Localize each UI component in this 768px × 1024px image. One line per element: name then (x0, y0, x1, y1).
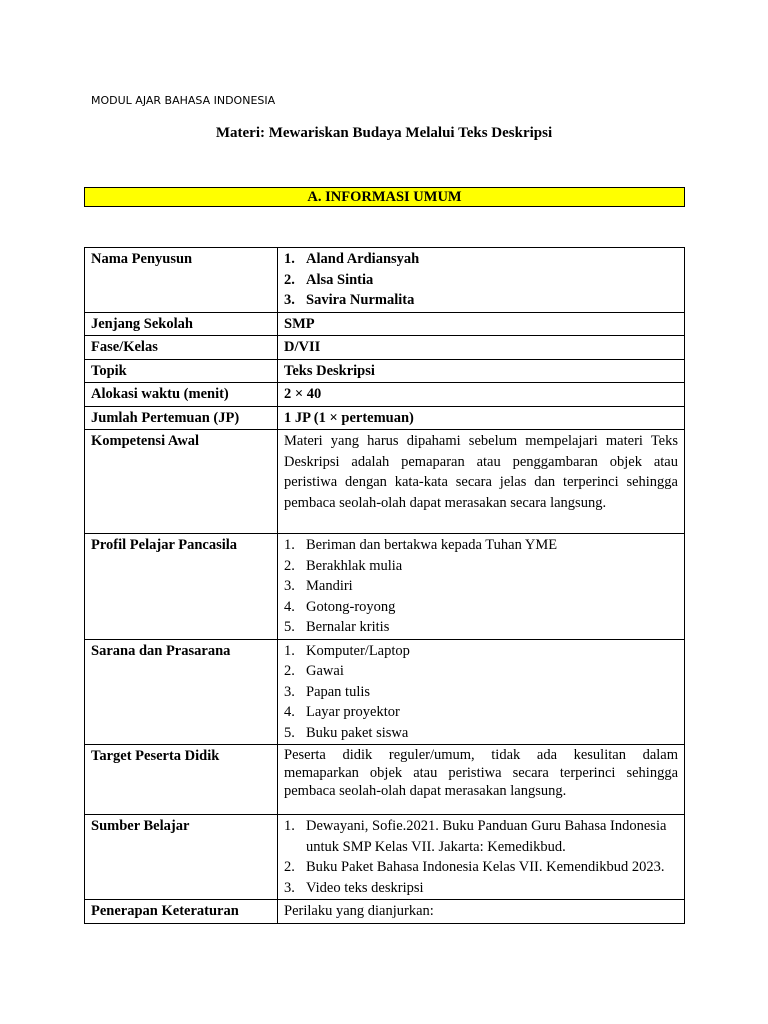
list-item: 2. Berakhlak mulia (284, 557, 403, 574)
source-list (284, 816, 678, 898)
row-label: Fase/Kelas (85, 336, 278, 360)
table-row (85, 336, 685, 360)
document-title: Materi: Mewariskan Budaya Melalui Teks Deskripsi (215, 125, 553, 141)
row-value: Teks Deskripsi (278, 359, 685, 383)
row-label: Alokasi waktu (menit) (85, 383, 278, 407)
row-value: D/VII (278, 336, 685, 360)
table-row (85, 639, 685, 745)
list-item: 1. Dewayani, Sofie.2021. Buku Panduan Guru Bahasa Indonesia untuk SMP Kelas VII. Jakarta: Kemedikbud. (284, 818, 667, 855)
list-item: 2. Buku Paket Bahasa Indonesia Kelas VII. Kemendikbud 2023. (284, 859, 665, 875)
table-row (85, 815, 685, 900)
list-item: 2. Alsa Sintia (284, 271, 374, 288)
row-value (278, 534, 685, 640)
table-row (85, 430, 685, 534)
row-value (278, 815, 685, 900)
row-label: Target Peserta Didik (85, 745, 278, 815)
info-table (84, 247, 685, 924)
list-item: 4. Layar proyektor (284, 704, 400, 720)
row-label: Sarana dan Prasarana (85, 639, 278, 745)
module-label: MODUL AJAR BAHASA INDONESIA (91, 94, 276, 107)
list-item: 3. Savira Nurmalita (284, 292, 415, 308)
row-label: Jenjang Sekolah (85, 312, 278, 336)
row-value (278, 639, 685, 745)
facility-list (284, 641, 678, 744)
row-label: Kompetensi Awal (85, 430, 278, 534)
row-value: Materi yang harus dipahami sebelum mempelajari materi Teks Deskripsi adalah pemaparan atau penggambaran objek atau peristiwa dengan kata-kata secara jelas dan terperinci sehingga pembaca seolah-olah dapat merasakan secara langsung. (278, 430, 685, 534)
section-heading: A. INFORMASI UMUM (84, 187, 685, 207)
row-value: SMP (278, 312, 685, 336)
list-item: 1. Aland Ardiansyah (284, 251, 420, 267)
row-value: 1 JP (1 × pertemuan) (278, 406, 685, 430)
list-item: 5. Bernalar kritis (284, 619, 390, 635)
list-item: 3. Papan tulis (284, 683, 371, 700)
row-label: Topik (85, 359, 278, 383)
row-value: 2 × 40 (278, 383, 685, 407)
list-item: 4. Gotong-royong (284, 598, 396, 615)
table-row (85, 248, 685, 313)
list-item: 1. Komputer/Laptop (284, 642, 410, 659)
row-label: Jumlah Pertemuan (JP) (85, 406, 278, 430)
table-row (85, 312, 685, 336)
profile-list (284, 535, 678, 638)
list-item: 1. Beriman dan bertakwa kepada Tuhan YME (284, 537, 558, 553)
list-item: 2. Gawai (284, 663, 344, 679)
table-row (85, 534, 685, 640)
table-row (85, 900, 685, 924)
list-item: 5. Buku paket siswa (284, 724, 409, 741)
table-row (85, 383, 685, 407)
list-item: 3. Mandiri (284, 578, 353, 594)
table-row (85, 359, 685, 383)
row-value: Peserta didik reguler/umum, tidak ada kesulitan dalam memaparkan objek atau peristiwa secara terperinci sehingga pembaca seolah-olah dapat merasakan langsung. (278, 745, 685, 815)
row-label: Sumber Belajar (85, 815, 278, 900)
author-list (284, 249, 678, 311)
row-value (278, 248, 685, 313)
row-label: Nama Penyusun (85, 248, 278, 313)
table-row (85, 406, 685, 430)
row-label: Penerapan Keteraturan (85, 900, 278, 924)
row-label: Profil Pelajar Pancasila (85, 534, 278, 640)
table-row (85, 745, 685, 815)
list-item: 3. Video teks deskripsi (284, 879, 424, 896)
row-value: Perilaku yang dianjurkan: (278, 900, 685, 924)
